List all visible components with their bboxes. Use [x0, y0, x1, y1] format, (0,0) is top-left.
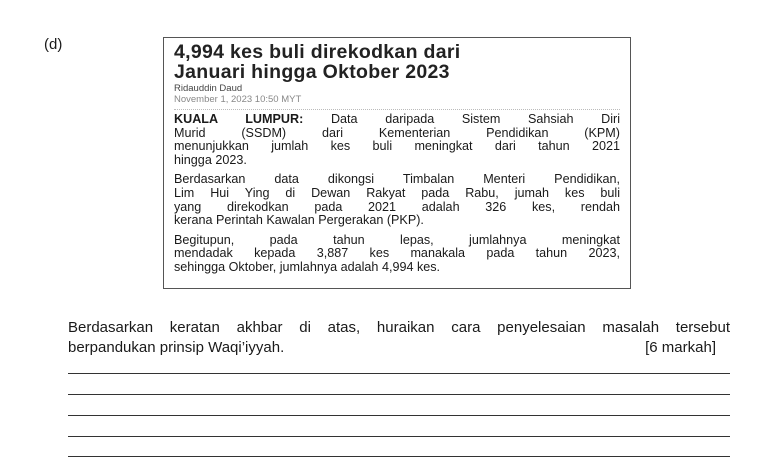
answer-line	[68, 436, 730, 437]
text-line	[174, 113, 620, 127]
article-author: Ridauddin Daud	[174, 83, 243, 94]
paragraph-3	[174, 234, 620, 275]
answer-line	[68, 415, 730, 416]
text-line: Berdasarkan data dikongsi Timbalan Menteri Pendidikan,	[174, 172, 620, 187]
title-line: Januari hingga Oktober 2023	[174, 61, 450, 83]
title-line: 4,994 kes buli direkodkan dari	[174, 41, 461, 63]
text: Data daripada Sistem Sahsiah Diri	[330, 112, 621, 126]
text-line: menunjukkan jumlah kes buli meningkat dari tahun 2021	[174, 139, 620, 154]
answer-line	[68, 394, 730, 395]
article-date: November 1, 2023 10:50 MYT	[174, 94, 302, 105]
question-text-2	[68, 338, 730, 358]
article-title	[174, 42, 620, 82]
text-line: Murid (SSDM) dari Kementerian Pendidikan (KPM)	[174, 125, 620, 140]
text-line: mendadak kepada 3,887 kes manakala pada tahun 2023,	[174, 246, 620, 261]
text-line: Begitupun, pada tahun lepas, jumlahnya meningkat	[174, 232, 620, 247]
answer-line	[68, 373, 730, 374]
question-line: berpandukan prinsip Waqi’iyyah.	[68, 339, 285, 356]
marks-label: [6 markah]	[645, 339, 716, 356]
text-line: yang direkodkan pada 2021 adalah 326 kes, rendah	[174, 199, 620, 214]
divider	[174, 109, 620, 110]
answer-line	[68, 456, 730, 457]
text-line: Lim Hui Ying di Dewan Rakyat pada Rabu, jumah kes buli	[174, 185, 620, 200]
text-line: sehingga Oktober, jumlahnya adalah 4,994 kes.	[174, 259, 441, 274]
paragraph-2	[174, 173, 620, 227]
text-line: kerana Perintah Kawalan Pergerakan (PKP).	[174, 213, 424, 228]
question-text: Berdasarkan keratan akhbar di atas, huraikan cara penyelesaian masalah tersebut	[68, 319, 730, 336]
news-clipping	[163, 37, 631, 289]
paragraph-1	[174, 113, 620, 167]
dateline: KUALA LUMPUR:	[174, 112, 304, 126]
question-label: (d)	[44, 36, 63, 53]
text-line: hingga 2023.	[174, 152, 247, 167]
